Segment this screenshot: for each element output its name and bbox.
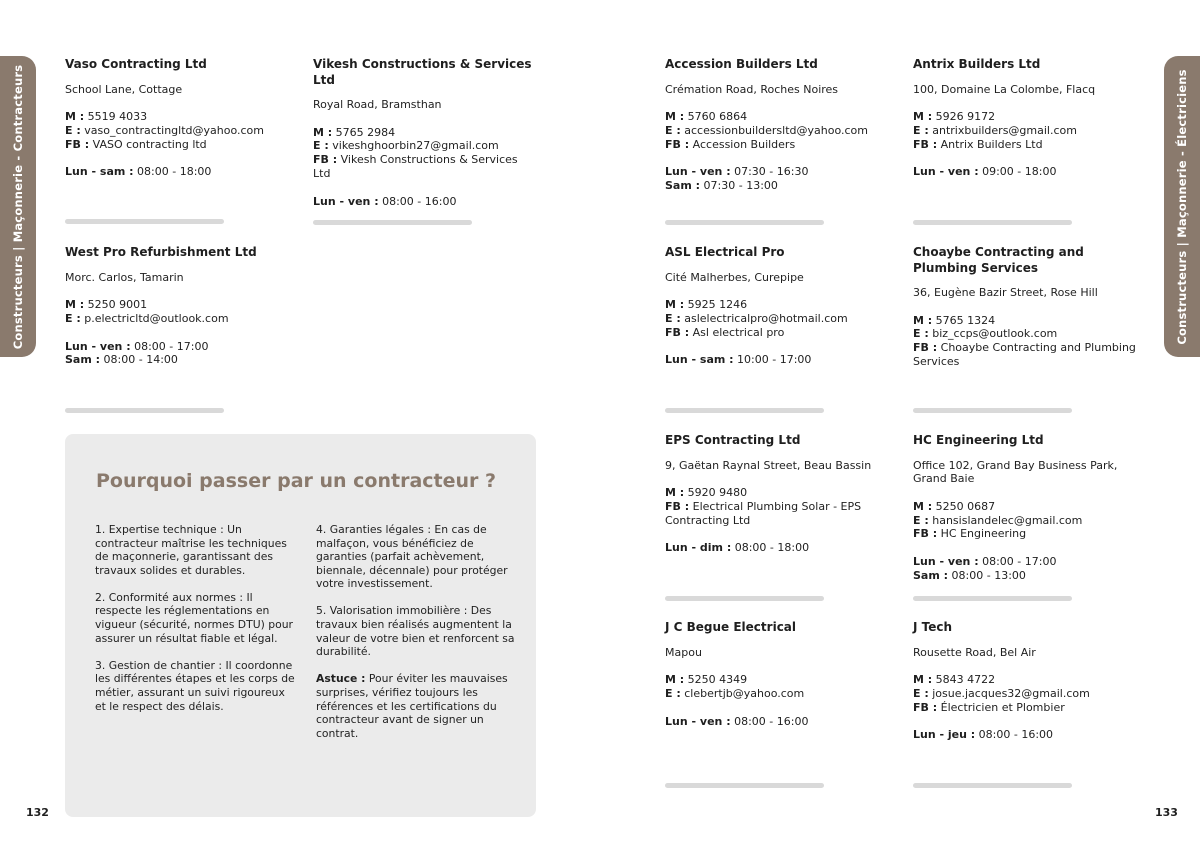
contact-block bbox=[913, 314, 1138, 369]
hours-line bbox=[665, 353, 890, 367]
company-name: Vaso Contracting Ltd bbox=[65, 57, 207, 71]
contact-label: M : bbox=[65, 298, 85, 312]
listing-entry bbox=[665, 245, 890, 367]
hours-line bbox=[665, 541, 890, 555]
contact-line bbox=[313, 139, 538, 153]
contact-line bbox=[913, 110, 1138, 124]
page-number-right: 133 bbox=[1155, 806, 1178, 819]
hours-line bbox=[913, 555, 1138, 569]
contact-line bbox=[913, 314, 1138, 328]
info-box bbox=[65, 434, 536, 817]
hours-line bbox=[665, 165, 890, 179]
contact-value: 5926 9172 bbox=[932, 110, 996, 124]
contact-label: FB : bbox=[913, 137, 938, 151]
info-tip-label: Astuce : bbox=[316, 672, 366, 686]
contact-line bbox=[65, 124, 290, 138]
entry-divider bbox=[913, 596, 1072, 601]
hours-label: Lun - ven : bbox=[665, 714, 731, 728]
hours-line bbox=[913, 728, 1138, 742]
contact-line bbox=[665, 500, 890, 527]
hours-line bbox=[665, 179, 890, 193]
contact-block bbox=[665, 110, 890, 151]
hours-value: 07:30 - 13:00 bbox=[700, 179, 778, 193]
contact-line bbox=[313, 126, 538, 140]
hours-label: Lun - ven : bbox=[913, 555, 979, 569]
company-name: Choaybe Contracting and Plumbing Services bbox=[913, 245, 1084, 275]
entry-divider bbox=[65, 219, 224, 224]
hours-block bbox=[665, 541, 890, 555]
hours-block bbox=[665, 353, 890, 367]
contact-value: Electrical Plumbing Solar - EPS Contracting Ltd bbox=[665, 499, 862, 527]
info-column-right bbox=[316, 523, 516, 754]
hours-line bbox=[313, 195, 538, 209]
contact-label: FB : bbox=[313, 153, 338, 167]
hours-label: Lun - sam : bbox=[665, 353, 734, 367]
contact-line bbox=[913, 327, 1138, 341]
contact-label: E : bbox=[665, 311, 681, 325]
contact-value: 5765 1324 bbox=[932, 313, 996, 327]
hours-value: 08:00 - 14:00 bbox=[100, 353, 178, 367]
side-tab-right-label: Constructeurs | Maçonnerie - Électriciens bbox=[1175, 68, 1189, 345]
contact-block bbox=[913, 110, 1138, 151]
hours-block bbox=[65, 340, 290, 367]
company-address: Morc. Carlos, Tamarin bbox=[65, 270, 184, 284]
contact-line bbox=[913, 687, 1138, 701]
contact-line bbox=[665, 687, 890, 701]
hours-value: 10:00 - 17:00 bbox=[733, 353, 812, 367]
hours-label: Lun - ven : bbox=[313, 194, 379, 208]
contact-line bbox=[913, 673, 1138, 687]
contact-label: M : bbox=[913, 313, 933, 327]
contact-value: vaso_contractingltd@yahoo.com bbox=[80, 123, 264, 137]
entry-divider bbox=[665, 220, 824, 225]
contact-value: Choaybe Contracting and Plumbing Services bbox=[913, 341, 1136, 368]
hours-label: Lun - jeu : bbox=[913, 728, 976, 742]
contact-value: Asl electrical pro bbox=[689, 325, 785, 339]
hours-value: 07:30 - 16:30 bbox=[730, 165, 809, 179]
hours-value: 09:00 - 18:00 bbox=[978, 165, 1057, 179]
contact-value: antrixbuilders@gmail.com bbox=[928, 123, 1077, 137]
contact-value: accessionbuildersltd@yahoo.com bbox=[680, 123, 868, 137]
company-name: J C Begue Electrical bbox=[665, 620, 797, 634]
info-item: 5. Valorisation immobilière : Des travaux bien réalisés augmentent la valeur de votre bien et renforcent sa durabilité. bbox=[316, 604, 515, 659]
side-tab-right bbox=[1164, 56, 1200, 357]
company-name: EPS Contracting Ltd bbox=[665, 433, 801, 447]
company-address: Mapou bbox=[665, 645, 702, 659]
company-address: 9, Gaëtan Raynal Street, Beau Bassin bbox=[665, 458, 872, 472]
contact-label: E : bbox=[913, 513, 929, 527]
hours-label: Lun - ven : bbox=[65, 339, 131, 353]
contact-line bbox=[665, 326, 890, 340]
company-address: 36, Eugène Bazir Street, Rose Hill bbox=[913, 286, 1098, 299]
contact-label: M : bbox=[665, 298, 685, 312]
hours-label: Sam : bbox=[913, 568, 949, 582]
hours-block bbox=[913, 728, 1138, 742]
hours-block bbox=[65, 165, 290, 179]
info-column-left bbox=[95, 523, 295, 727]
contact-value: 5765 2984 bbox=[332, 125, 396, 139]
contact-line bbox=[913, 500, 1138, 514]
contact-label: FB : bbox=[665, 137, 690, 151]
listing-entry bbox=[913, 620, 1138, 742]
info-item: 3. Gestion de chantier : Il coordonne les différentes étapes et les corps de métier, assurant un suivi rigoureux et le respect des délais. bbox=[95, 658, 295, 713]
contact-value: clebertjb@yahoo.com bbox=[680, 686, 805, 700]
contact-line bbox=[65, 110, 290, 124]
contact-value: 5250 4349 bbox=[684, 673, 748, 687]
contact-line bbox=[65, 312, 290, 326]
contact-line bbox=[665, 673, 890, 687]
contact-label: E : bbox=[65, 123, 81, 137]
contact-block bbox=[913, 500, 1138, 541]
contact-value: Électricien et Plombier bbox=[937, 700, 1065, 714]
contact-line bbox=[665, 124, 890, 138]
company-address: Rousette Road, Bel Air bbox=[913, 645, 1036, 659]
listing-entry bbox=[313, 57, 538, 208]
contact-line bbox=[913, 701, 1138, 715]
contact-block bbox=[313, 126, 538, 181]
contact-label: M : bbox=[913, 110, 933, 124]
hours-line bbox=[913, 569, 1138, 583]
contact-line bbox=[913, 341, 1138, 368]
contact-label: FB : bbox=[665, 499, 690, 513]
contact-label: M : bbox=[665, 486, 685, 500]
contact-value: 5920 9480 bbox=[684, 486, 748, 500]
entry-divider bbox=[313, 220, 472, 225]
contact-value: 5760 6864 bbox=[684, 110, 748, 124]
contact-block bbox=[913, 673, 1138, 714]
listing-entry bbox=[665, 57, 890, 193]
contact-line bbox=[913, 514, 1138, 528]
contact-block bbox=[665, 298, 890, 339]
entry-divider bbox=[665, 596, 824, 601]
hours-label: Sam : bbox=[665, 179, 701, 193]
contact-value: 5250 0687 bbox=[932, 499, 996, 513]
info-item: 2. Conformité aux normes : Il respecte les réglementations en vigueur (sécurité, normes DTU) pour assurer un résultat fiable et légal. bbox=[95, 590, 293, 645]
hours-block bbox=[665, 715, 890, 729]
contact-block bbox=[65, 110, 290, 151]
contact-line bbox=[313, 153, 538, 180]
contact-value: 5519 4033 bbox=[84, 110, 148, 124]
contact-line bbox=[665, 110, 890, 124]
hours-value: 08:00 - 18:00 bbox=[731, 541, 810, 555]
company-address: Cité Malherbes, Curepipe bbox=[665, 270, 804, 284]
contact-line bbox=[665, 312, 890, 326]
hours-label: Lun - ven : bbox=[913, 165, 979, 179]
contact-block bbox=[665, 673, 890, 700]
contact-label: M : bbox=[913, 499, 933, 513]
info-box-title: Pourquoi passer par un contracteur ? bbox=[96, 470, 497, 492]
hours-line bbox=[913, 165, 1138, 179]
contact-value: 5925 1246 bbox=[684, 298, 748, 312]
listing-entry bbox=[913, 433, 1138, 582]
page-number-left: 132 bbox=[26, 806, 49, 819]
contact-label: E : bbox=[913, 327, 929, 341]
contact-line bbox=[913, 124, 1138, 138]
contact-value: p.electricltd@outlook.com bbox=[80, 311, 229, 325]
hours-label: Sam : bbox=[65, 353, 101, 367]
contact-line bbox=[665, 138, 890, 152]
contact-label: E : bbox=[313, 139, 329, 153]
hours-line bbox=[65, 353, 290, 367]
hours-value: 08:00 - 17:00 bbox=[130, 339, 209, 353]
side-tab-left-label: Constructeurs | Maçonnerie - Contracteurs bbox=[11, 64, 25, 349]
listing-entry bbox=[665, 433, 890, 555]
company-name: HC Engineering Ltd bbox=[913, 433, 1044, 447]
company-address: Office 102, Grand Bay Business Park, Grand Baie bbox=[913, 458, 1118, 486]
company-address: Crémation Road, Roches Noires bbox=[665, 82, 839, 96]
company-name: Vikesh Constructions & Services Ltd bbox=[313, 57, 532, 87]
hours-value: 08:00 - 16:00 bbox=[730, 714, 809, 728]
hours-block bbox=[313, 195, 538, 209]
contact-value: vikeshghoorbin27@gmail.com bbox=[328, 139, 499, 153]
contact-block bbox=[65, 298, 290, 325]
entry-divider bbox=[913, 408, 1072, 413]
info-tip bbox=[316, 672, 516, 740]
hours-block bbox=[913, 165, 1138, 179]
listing-entry bbox=[913, 57, 1138, 179]
contact-label: FB : bbox=[913, 527, 938, 541]
contact-value: 5843 4722 bbox=[932, 673, 996, 687]
side-tab-left bbox=[0, 56, 36, 357]
contact-line bbox=[913, 527, 1138, 541]
hours-line bbox=[65, 340, 290, 354]
entry-divider bbox=[913, 783, 1072, 788]
contact-label: M : bbox=[665, 110, 685, 124]
hours-label: Lun - ven : bbox=[665, 165, 731, 179]
company-address: School Lane, Cottage bbox=[65, 82, 183, 96]
listing-entry bbox=[65, 57, 290, 179]
contact-label: E : bbox=[913, 123, 929, 137]
contact-label: E : bbox=[665, 123, 681, 137]
entry-divider bbox=[913, 220, 1072, 225]
contact-label: E : bbox=[665, 686, 681, 700]
contact-value: biz_ccps@outlook.com bbox=[928, 327, 1058, 341]
contact-label: M : bbox=[665, 673, 685, 687]
contact-label: E : bbox=[913, 686, 929, 700]
contact-value: hansislandelec@gmail.com bbox=[928, 513, 1083, 527]
contact-label: FB : bbox=[913, 700, 938, 714]
hours-value: 08:00 - 17:00 bbox=[978, 555, 1057, 569]
contact-line bbox=[665, 486, 890, 500]
contact-label: M : bbox=[913, 673, 933, 687]
hours-line bbox=[65, 165, 290, 179]
company-name: Accession Builders Ltd bbox=[665, 57, 818, 71]
company-name: Antrix Builders Ltd bbox=[913, 57, 1041, 71]
contact-line bbox=[913, 138, 1138, 152]
contact-label: FB : bbox=[913, 341, 938, 355]
contact-value: Antrix Builders Ltd bbox=[937, 137, 1043, 151]
contact-value: Accession Builders bbox=[689, 137, 796, 151]
contact-line bbox=[665, 298, 890, 312]
company-name: ASL Electrical Pro bbox=[665, 245, 785, 259]
entry-divider bbox=[665, 408, 824, 413]
entry-divider bbox=[665, 783, 824, 788]
contact-value: josue.jacques32@gmail.com bbox=[928, 686, 1090, 700]
listing-entry bbox=[65, 245, 290, 367]
company-address: Royal Road, Bramsthan bbox=[313, 98, 442, 111]
contact-value: VASO contracting ltd bbox=[89, 137, 207, 151]
contact-value: aslelectricalpro@hotmail.com bbox=[680, 311, 848, 325]
hours-line bbox=[665, 715, 890, 729]
hours-value: 08:00 - 16:00 bbox=[975, 728, 1054, 742]
hours-label: Lun - dim : bbox=[665, 541, 732, 555]
hours-block bbox=[665, 165, 890, 192]
hours-value: 08:00 - 16:00 bbox=[378, 194, 457, 208]
info-item: 1. Expertise technique : Un contracteur maîtrise les techniques de maçonnerie, garantissant des travaux solides et durables. bbox=[95, 523, 287, 577]
listing-entry bbox=[665, 620, 890, 728]
hours-block bbox=[913, 555, 1138, 582]
contact-block bbox=[665, 486, 890, 527]
hours-label: Lun - sam : bbox=[65, 165, 134, 179]
company-name: J Tech bbox=[913, 620, 953, 634]
listing-entry bbox=[913, 245, 1138, 383]
hours-value: 08:00 - 18:00 bbox=[133, 165, 212, 179]
contact-value: 5250 9001 bbox=[84, 298, 148, 312]
contact-line bbox=[65, 138, 290, 152]
info-item: 4. Garanties légales : En cas de malfaçon, vous bénéficiez de garanties (parfait achèvement, biennale, décennale) pour protéger votre investissement. bbox=[316, 523, 508, 591]
entry-divider bbox=[65, 408, 224, 413]
contact-line bbox=[65, 298, 290, 312]
contact-label: M : bbox=[65, 110, 85, 124]
contact-label: FB : bbox=[665, 325, 690, 339]
company-name: West Pro Refurbishment Ltd bbox=[65, 245, 257, 259]
info-tip-text: Pour éviter les mauvaises surprises, vérifiez toujours les références et les certifications du contracteur avant de signer un contrat. bbox=[316, 672, 508, 740]
contact-label: M : bbox=[313, 125, 333, 139]
contact-value: Vikesh Constructions & Services Ltd bbox=[313, 153, 518, 180]
company-address: 100, Domaine La Colombe, Flacq bbox=[913, 82, 1096, 96]
hours-value: 08:00 - 13:00 bbox=[948, 568, 1026, 582]
contact-label: FB : bbox=[65, 137, 90, 151]
contact-value: HC Engineering bbox=[937, 527, 1027, 541]
contact-label: E : bbox=[65, 311, 81, 325]
